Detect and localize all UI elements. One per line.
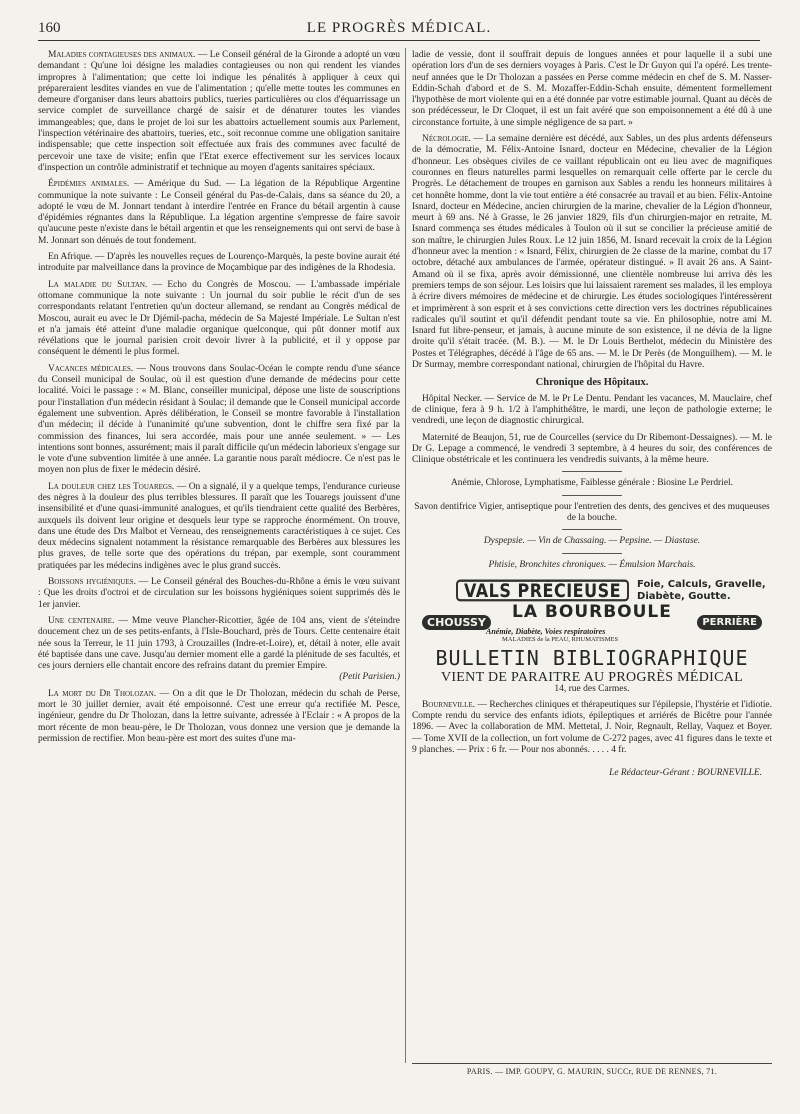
article-touaregs: La douleur chez les Touaregs. — On a signalé, il y a quelque temps, l'endurance curieuse des nègres à la douleur des plus terribles blessures. Il paraît que les Touaregs jouissent d'une insensibilité et d'une quasi-immunité analogues, et qu'ils tiendraient cette qualité des Berbères, auxquels ils doivent leur origine et desquels leur type se rapproche énormément. On trouve, dans une étude des Drs Malbot et Verneau, des renseignements caractéristiques à ce sujet. Ces deux médecins signalent notamment la résistance remarquable des Berbères aux blessures les plus graves, de telle sorte que des opérations du trépan, par exemple, sont couramment pratiquées par les médecins indigènes avec le plus grand succès. — [38, 481, 400, 571]
ad-biosine: Anémie, Chlorose, Lymphatisme, Faiblesse générale : Biosine Le Perdriel. — [450, 478, 733, 489]
article-en-afrique: En Afrique. — D'après les nouvelles reçues de Lourenço-Marquès, la peste bovine aurait été introduite par malveillance dans la province de Moçambique par des indigènes de la Rhodesia. — [38, 252, 400, 274]
ad-emulsion-marchais: Phtisie, Bronchites chroniques. — Émulsion Marchais. — [488, 559, 696, 570]
article-centenaire: Une centenaire. — Mme veuve Plancher-Ricottier, âgée de 104 ans, vient de s'éteindre doucement chez un de ses petits-enfants, à l'Isle-Bouchard, près de Tours. Cette centenaire était née sous la Terreur, le 11 juin 1793, à Crouzailles (Indre-et-Loire), et, détail à noter, elle avait été baptisée dans une cave. Jusqu'au dernier moment elle a gardé la plénitude de ses facultés, et ces jours derniers elle chantait encore des refrains datant du premier Empire. (Petit Parisien.) — [38, 615, 400, 683]
ad-la-bourboule — [422, 601, 762, 643]
article-tholozan-continued: ladie de vessie, dont il souffrait depuis de longues années et pour laquelle il a subi une opération lors d'un de ses derniers voyages à Paris. C'est le Dr Guyon qui l'a opéré. Les trente-neuf années que le Dr Tholozan a passées en Perse comme médecin en chef de S. M. Nasser-Eddin-Schah d'abord et de S. M. Mozaffer-Eddin-Schah ensuite, démentent formellement l'hypothèse de mort violente qui en a été donnée par votre estimable journal. Quant au décès de son prédécesseur, le Dr Cloquet, il est un fait avéré que son empoisonnement a été dû à une circonstance fortuite, à une simple négligence de sa part. » — [412, 50, 772, 128]
printer-footer: PARIS. — IMP. GOUPY, G. MAURIN, SUCCr, RUE DE RENNES, 71. — [412, 1063, 772, 1076]
article-maladies-contagieuses: Maladies contagieuses des animaux. — Le Conseil général de la Gironde a adopté un vœu demandant : Qu'une loi désigne les maladies contagieuses ou non qui rendent les viandes impropres à l'alimentation; que cette loi indique les pénalités à appliquer à ceux qui prépareraient lesdites viandes en vue de l'alimentation ; qu'elle mette toutes les communes en demeure d'organiser dans leurs abattoirs publics, tueries particulières ou clos d'équarrissage un service complet de surveillance chargé de saisir et de dénaturer toutes les viandes immangeables; que, dans le projet de loi sur les abattoirs actuellement soumis aux Parlement, l'inspection vétérinaire des abattoirs, tueries, etc., soit reconnue comme une obligation sanitaire indispensable; que cette inspection soit effectuée aux frais des communes avec faculté de percevoir une taxe de visite; enfin que l'Etat exerce effectivement sur les services locaux d'inspection un contrôle administratif et technique au moyen d'agents sanitaires spéciaux. — [38, 50, 400, 173]
bulletin-title: BULLETIN BIBLIOGRAPHIQUE — [435, 645, 749, 670]
right-column — [412, 50, 772, 780]
article-maladie-sultan: La maladie du Sultan. — Echo du Congrès de Moscou. — L'ambassade impériale ottomane communique la note suivante : Un journal du soir publie le récit d'un de ses correspondants relatant l'entretien qu'un docteur allemand, se rendant au Congrès médical de Moscou, aurait eu avec le Dr Djémil-pacha, médecin de Sa Majesté Impériale. Le Sultan n'est et n'a jamais été atteint d'une maladie organique quelconque, qui pût donner motif aux révélations que le journal parisien croit devoir livrer à la publicité, et il y oppose par conséquent le démenti le plus formel. — [38, 279, 400, 358]
hopital-necker: Hôpital Necker. — Service de M. le Pr Le Dentu. Pendant les vacances, M. Mauclaire, chef de clinique, fera à 9 h. 1/2 à l'amphithéâtre, le mardi, une leçon de pathologie externe; le vendredi, une leçon de diagnostic chirurgical. — [412, 393, 772, 427]
ad-vin-chassaing: Dyspepsie. — Vin de Chassaing. — Pepsine. — Diastase. — [483, 536, 701, 547]
separator — [562, 495, 622, 496]
bulletin-address: 14, rue des Carmes. — [554, 684, 630, 695]
vals-indications: Foie, Calculs, Gravelle, Diabète, Goutte. — [637, 578, 766, 602]
chronique-title: Chronique des Hôpitaux. — [535, 377, 649, 389]
bourboule-indications-2: MALADIES de la PEAU, RHUMATISMES — [502, 635, 619, 643]
ad-savon-vigier: Savon dentifrice Vigier, antiseptique pour l'entretien des dents, des gencives et des muqueuses de la bouche. — [414, 501, 770, 523]
journal-title: LE PROGRÈS MÉDICAL. — [306, 20, 492, 36]
ad-vals-precieuse — [456, 579, 772, 603]
redacteur-gerant: Le Rédacteur-Gérant : BOURNEVILLE. — [609, 768, 762, 779]
perriere-label: PERRIÈRE — [697, 615, 762, 630]
separator — [562, 553, 622, 554]
left-column — [38, 50, 400, 750]
page-number: 160 — [38, 20, 61, 36]
bulletin-entry: Bourneville. — Recherches cliniques et thérapeutiques sur l'épilepsie, l'hystérie et l'idiotie. Compte rendu du service des enfants idiots, épileptiques et arriérés de Bicêtre pour l'année 1896. — Avec la collaboration de MM. Mettetal, J. Noir, Regnault, Rellay, Vaquez et Boyer. — Tome XVII de la collection, un fort volume de C-272 pages, avec 41 figures dans le texte et 9 planches. — Prix : 6 fr. — Pour nos abonnés. . . . . 4 fr. — [412, 699, 772, 755]
page-header — [38, 18, 760, 41]
bourboule-logo: LA BOURBOULE — [512, 601, 672, 622]
bourboule-indications: Anémie, Diabète, Voies respiratoires — [486, 626, 606, 636]
article-vacances-medicales: Vacances médicales. — Nous trouvons dans Soulac-Océan le compte rendu d'une séance du Conseil municipal de Soulac, où il est question d'une demande de médecins pour cette localité. Voici le passage : « M. Blanc, conseiller municipal, dépose une liste de souscriptions pour l'installation d'un médecin résidant à Soulac; il demande que le Conseil municipal accorde également une subvention. Après délibération, le Conseil se montre favorable à l'installation d'un médecin; il décide à l'unanimité qu'une subvention, dont le chiffre sera fixé par la commission des finances, lui sera accordée, mais pour une année seulement. » — Les intentions sont bonnes, assurément; mais il paraît difficile qu'un médecin laborieux s'engage sur le vote d'une subvention limitée à une année. La garantie nous paraît médiocre. Ce n'est pas le moyen non plus de fixer le médecin désiré. — [38, 363, 400, 476]
separator — [562, 471, 622, 472]
source-petit-parisien: (Petit Parisien.) — [339, 672, 400, 683]
maternite-beaujon: Maternité de Beaujon, 51, rue de Courcelles (service du Dr Ribemont-Dessaignes). — M. le Dr G. Lepage a commencé, le vendredi 3 septembre, à 4 heures du soir, des conférences de Clinique obstétricale et les continuera les vendredis suivants, à la même heure. — [412, 432, 772, 466]
column-divider — [405, 48, 406, 1063]
choussy-label: CHOUSSY — [422, 615, 491, 630]
bulletin-subtitle: VIENT DE PARAITRE AU PROGRÈS MÉDICAL — [440, 670, 744, 686]
article-boissons: Boissons hygiéniques. — Le Conseil général des Bouches-du-Rhône a émis le vœu suivant : Que les droits d'octroi et de circulation sur les boissons hygiéniques soient supprimés dès le 1er janvier. — [38, 577, 400, 610]
article-tholozan: La mort du Dr Tholozan. — On a dit que le Dr Tholozan, médecin du schah de Perse, mort le 30 juillet dernier, avait été empoisonné. C'est une erreur qu'a rectifiée M. Pesce, ingénieur, gendre du Dr Tholozan, dans la lettre suivante, adressée à l'Eclair : « A propos de la mort récente de mon beau-père, le Dr Tholozan, vous donnez une version que je demande la permission de rectifier. Mon beau-père est mort des suites d'une ma- — [38, 688, 401, 744]
article-epidemies-animales: Épidémies animales. — Amérique du Sud. — La légation de la République Argentine communique la note suivante : Le Conseil général du Pas-de-Calais, dans sa séance du 20, a adopté le vœu de M. Jonnart tendant à interdire l'entrée en France du bétail argentin à cause d'épidémies régnantes dans la République. La légation argentine s'empresse de faire savoir qu'aucune peste n'existe dans le bétail argentin et que les renseignements qui ont servi de base à M. Jonnart son dénués de tout fondement. — [38, 179, 400, 246]
separator — [562, 529, 622, 530]
vals-logo: VALS PRÉCIEUSE — [456, 580, 629, 602]
article-necrologie: Nécrologie. — La semaine dernière est décédé, aux Sables, un des plus ardents défenseurs de la démocratie, M. Félix-Antoine Isnard, docteur en Médecine, chevalier de la Légion d'honneur. Les obsèques civiles de ce vaillant républicain ont eu lieu avec de magnifiques couronnes en fleurs naturelles parmi lesquelles on remarquait celle offerte par le cercle du Progrès. Le détachement de troupes en garnison aux Sables a rendu les honneurs militaires à cet honnête homme, dont la vie tout entière a été consacrée au travail et au bien. Félix-Antoine Isnard, docteur en Médecine, ancien chirurgien de la marine, chevalier de la Légion d'honneur, meurt à 69 ans. Né à Grasse, le 26 janvier 1829, fils d'un chirurgien-major en retraite, M. Isnard commença ses études médicales à Toulon où il sut se concilier la précieuse amitié de son maître, le chirurgien Jules Roux. Le 12 juin 1856, M. Isnard recevait la croix de la Légion d'honneur avec la mention : « Isnard, Félix, chirurgien de 2e classe de la marine, combat du 17 octobre, détaché aux ambulances de l'armée, opérateur distingué. » Il avait 26 ans. A Saint-Amand où il se fixa, après avoir démissionné, une clientèle nombreuse lui arriva dès les premiers temps de son séjour. Les loisirs que lui laissaient rarement ses malades, il les employa à écrire divers mémoires de médecine et de chirurgie. Les études sociologiques l'intéressèrent et imprimèrent à son esprit et à ses convictions cette direction vers les doctrines républicaines radicales qu'il soutint et qu'il défendit pendant toute sa vie. En philosophie, notre ami M. Isnard fut libre-penseur, et jamais, à aucune minute de son existence, il ne dévia de la ligne droite qu'il s'était tracée. (M. B.). — M. le Dr Louis Berthelot, médecin du Ministère des Postes et Télégraphes, décédé à l'âge de 65 ans. — M. le Dr Perès (de Monguilhem). — M. le Dr Surmay, membre correspondant national, chirurgien de l'hôpital du Havre. — [412, 134, 772, 371]
